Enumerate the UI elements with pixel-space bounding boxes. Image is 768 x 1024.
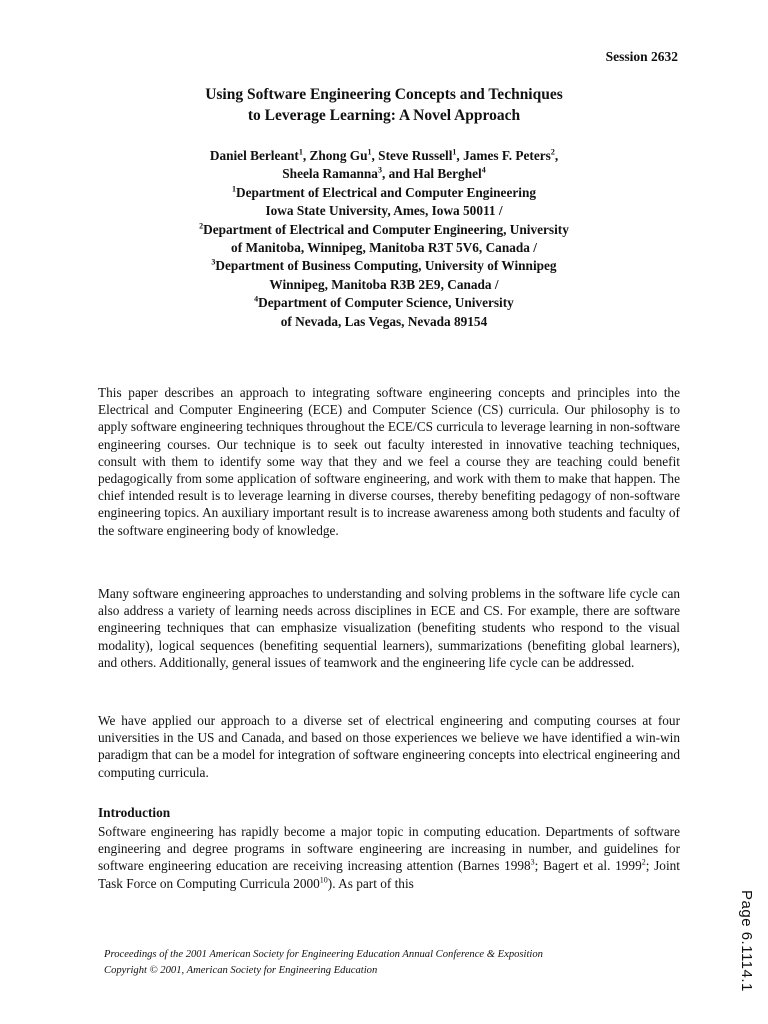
author-name: Daniel Berleant <box>209 148 299 163</box>
author-name: , Zhong Gu <box>302 148 368 163</box>
affiliation-marker: 3 <box>377 165 382 175</box>
affiliation-marker: 4 <box>481 165 486 175</box>
affiliation-line: Department of Electrical and Computer Engineering, University <box>203 221 569 237</box>
intro-text: ; Bagert et al. 1999 <box>534 858 642 874</box>
intro-text: ). As part of this <box>327 875 414 891</box>
citation-marker: 3 <box>530 857 535 867</box>
footer-proceedings: Proceedings of the 2001 American Society for Engineering Education Annual Conference & Exposition <box>104 949 543 960</box>
title-line-2: to Leverage Learning: A Novel Approach <box>247 107 521 124</box>
author-line-1 <box>0 147 768 165</box>
affiliation-line: Iowa State University, Ames, Iowa 50011 / <box>265 203 503 219</box>
affiliation-line: Winnipeg, Manitoba R3B 2E9, Canada / <box>269 276 499 292</box>
footer-copyright: Copyright © 2001, American Society for Engineering Education <box>104 964 378 976</box>
affiliation-marker: 1 <box>231 184 236 194</box>
affiliation-marker: 1 <box>452 147 457 157</box>
affiliation-marker: 2 <box>199 221 204 231</box>
affiliation-line: Department of Business Computing, University of Winnipeg <box>215 258 557 274</box>
intro-text: ; Joint Task Force on Computing Curricula 2000 <box>98 858 680 891</box>
affiliation-line: of Manitoba, Winnipeg, Manitoba R3T 5V6, Canada / <box>231 240 537 256</box>
intro-text: Software engineering has rapidly become a major topic in computing education. Departments of software engineering and degree programs in software engineering are increasing in number, and guidelines for software engineering education are receiving increasing attention (Barnes 1998 <box>98 824 680 874</box>
affiliation-marker: 3 <box>211 258 216 268</box>
abstract-paragraph-3: We have applied our approach to a diverse set of electrical engineering and computing courses at four universities in the US and Canada, and based on those experiences we believe we have identified a win-win paradigm that can be a model for integration of software engineering concepts into electrical engineering and computing curricula. <box>98 713 680 780</box>
affiliation-1 <box>0 184 768 221</box>
separator: , <box>554 148 559 163</box>
affiliation-line: of Nevada, Las Vegas, Nevada 89154 <box>280 313 488 329</box>
affiliation-line: Department of Electrical and Computer Engineering <box>235 184 536 200</box>
abstract-paragraph-1: This paper describes an approach to integrating software engineering concepts and principles into the Electrical and Computer Engineering (ECE) and Computer Science (CS) curricula. Our philosophy is to apply software engineering techniques throughout the ECE/CS curricula to leverage learning in non-software engineering courses. Our technique is to seek out faculty interested in innovative teaching techniques, consult with them to identify some way that they and we feel a course they are teaching could benefit pedagogically from some application of software engineering, and work with them to make that happen. The chief intended result is to leverage learning in diverse courses, thereby benefiting pedagogy of non-software engineering topics. An auxiliary important result is to increase awareness among both students and faculty of the software engineering body of knowledge. <box>98 385 680 538</box>
session-label: Session 2632 <box>605 49 678 64</box>
page-number: Page 6.1114.1 <box>738 890 755 992</box>
author-name: Sheela Ramanna <box>282 166 378 182</box>
affiliation-marker: 4 <box>254 294 259 304</box>
title-line-1: Using Software Engineering Concepts and Techniques <box>205 86 563 103</box>
citation-marker: 10 <box>319 875 328 885</box>
proceedings-footer <box>104 947 543 978</box>
introduction-paragraph <box>98 823 680 892</box>
affiliation-4 <box>0 294 768 331</box>
author-line-2 <box>0 165 768 183</box>
affiliation-marker: 2 <box>550 147 555 157</box>
citation-marker: 2 <box>641 857 646 867</box>
paper-title <box>0 84 768 126</box>
affiliation-2 <box>0 221 768 258</box>
affiliation-marker: 1 <box>298 147 303 157</box>
author-name: , Steve Russell <box>371 148 453 163</box>
author-block <box>0 147 768 331</box>
section-heading: Introduction <box>98 805 171 820</box>
author-name: , James F. Peters <box>456 148 551 163</box>
affiliation-marker: 1 <box>367 147 372 157</box>
affiliation-line: Department of Computer Science, University <box>258 295 514 311</box>
author-name: , and Hal Berghel <box>381 166 482 182</box>
affiliation-3 <box>0 257 768 294</box>
abstract-paragraph-2: Many software engineering approaches to understanding and solving problems in the software life cycle can also address a variety of learning needs across disciplines in ECE and CS. For example, there are software engineering techniques that can emphasize visualization (benefiting students who respond to the visual modality), logical sequences (benefiting sequential learners), summarizations (benefiting global learners), and others. Additionally, general issues of teamwork and the engineering life cycle can be addressed. <box>98 586 680 670</box>
